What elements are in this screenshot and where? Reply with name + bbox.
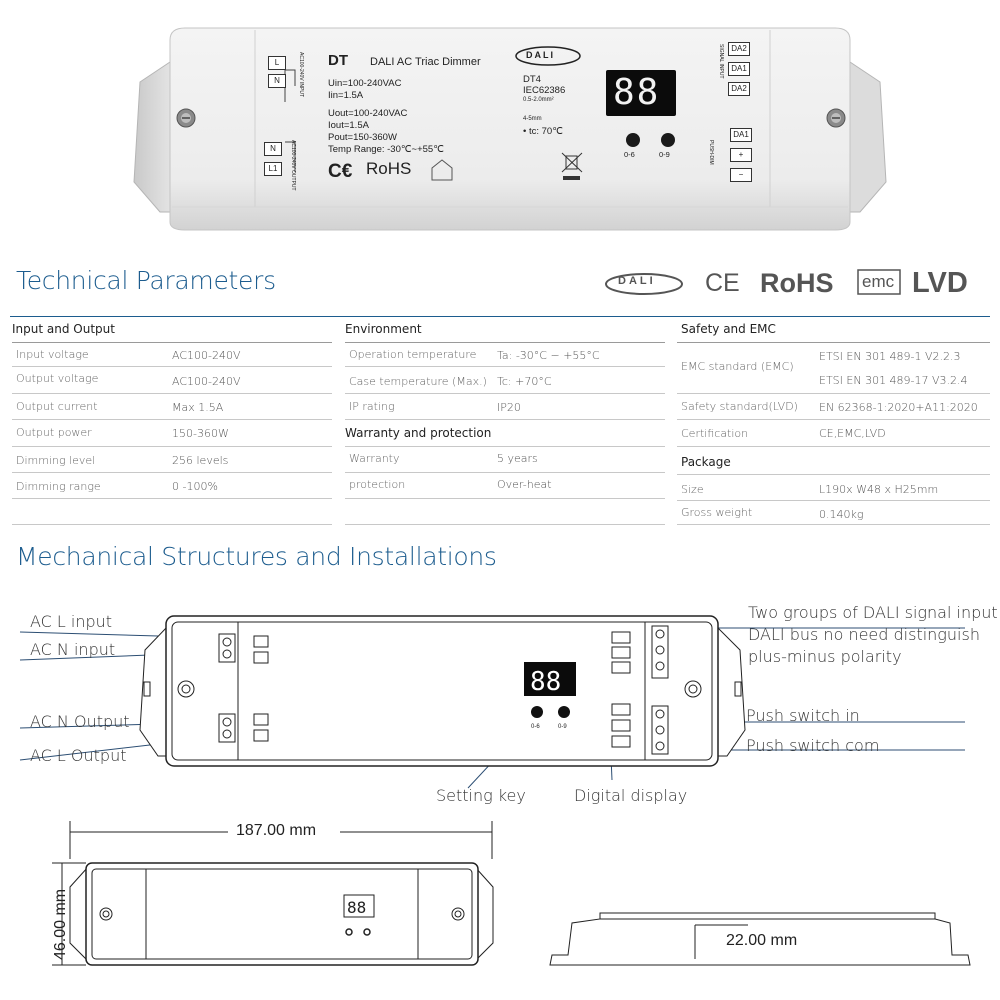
row-label: Output voltage <box>16 372 99 385</box>
terminal-label: L1 <box>264 162 282 176</box>
tc-rating: • tc: 70℃ <box>523 126 563 137</box>
row-label: Operation temperature <box>349 348 477 361</box>
ce-logo: CE <box>705 269 740 297</box>
row-label: Output current <box>16 400 98 413</box>
row-label: Dimming range <box>16 480 101 493</box>
callout-signal-note: Two groups of DALI signal input DALI bus no need distinguish plus-minus polarity <box>748 603 998 666</box>
svg-text:0-9: 0-9 <box>558 724 567 730</box>
callout-push-switch-in: Push switch in <box>746 706 860 725</box>
row-value: Max 1.5A <box>172 401 224 414</box>
dimension-width: 46.00 mm <box>52 888 69 960</box>
callout-ac-l-input: AC L input <box>30 612 113 631</box>
svg-text:88: 88 <box>530 667 562 697</box>
input-caption: AC100-240V INPUT <box>298 52 304 98</box>
terminal-label: − <box>730 168 752 182</box>
screw-icon <box>827 109 845 127</box>
callout-ac-n-output: AC N Output <box>30 712 130 731</box>
row-value: L190x W48 x H25mm <box>819 483 939 496</box>
row-label: Warranty <box>349 452 400 465</box>
svg-text:0-6: 0-6 <box>531 724 540 730</box>
device-type: DT4 <box>523 74 541 85</box>
terminal-label: DA1 <box>730 128 752 142</box>
row-value: Ta: -30°C ~ +55°C <box>497 349 600 362</box>
dali-logo: DALI <box>618 275 656 287</box>
row-value: CE,EMC,LVD <box>819 427 886 440</box>
key-label: 0-6 <box>624 150 635 159</box>
product-name: DALI AC Triac Dimmer <box>370 56 481 68</box>
row-value: 0 -100% <box>172 480 218 493</box>
row-label: protection <box>349 478 406 491</box>
product-specs: Uin=100-240VAC Iin=1.5A Uout=100-240VAC Iout=1.5A Pout=150-360W Temp Range: -30℃~+55℃ <box>328 78 444 155</box>
wire-gauge: 0.5-2.0mm² <box>523 97 554 103</box>
row-label: Size <box>681 483 704 496</box>
terminal-label: DA1 <box>728 62 750 76</box>
row-value: EN 62368-1:2020+A11:2020 <box>819 401 978 414</box>
terminal-label: + <box>730 148 752 162</box>
dali-logo-text: DALI <box>526 50 555 60</box>
header-rule <box>10 316 990 317</box>
dimension-drawings <box>0 815 1000 1000</box>
table-header: Input and Output <box>12 322 115 336</box>
key-label: 0-9 <box>659 150 670 159</box>
push-caption: PUSH-DIM <box>708 140 714 165</box>
row-value: AC100-240V <box>172 375 241 388</box>
product-model: DT <box>328 52 348 69</box>
technical-parameters-title: Technical Parameters <box>16 266 276 295</box>
row-label: Case temperature (Max.) <box>349 375 487 388</box>
terminal-label: DA2 <box>728 82 750 96</box>
digital-display: 88 <box>613 72 661 113</box>
row-label: Safety standard(LVD) <box>681 400 798 413</box>
svg-text:C€: C€ <box>328 161 353 182</box>
row-label: Dimming level <box>16 454 96 467</box>
callout-ac-n-input: AC N input <box>30 640 116 659</box>
row-label: Gross weight <box>681 506 753 519</box>
signal-caption: SIGNAL INPUT <box>718 44 724 79</box>
screw-icon <box>177 109 195 127</box>
standard: IEC62386 <box>523 85 566 96</box>
row-value: 256 levels <box>172 454 229 467</box>
table-header: Package <box>681 455 731 469</box>
row-value: AC100-240V <box>172 349 241 362</box>
callout-digital-display: Digital display <box>574 786 688 805</box>
row-label: IP rating <box>349 400 395 413</box>
row-value: Tc: +70°C <box>497 375 552 388</box>
product-photo <box>130 22 890 232</box>
callout-ac-l-output: AC L Output <box>30 746 127 765</box>
output-caption: AC100-240V OUTPUT <box>290 140 296 191</box>
safety-table <box>677 318 990 528</box>
row-value: 5 years <box>497 452 538 465</box>
row-value: Over-heat <box>497 478 552 491</box>
terminal-label: N <box>264 142 282 156</box>
strip-length: 4-5mm <box>523 116 542 122</box>
row-label: Input voltage <box>16 348 89 361</box>
row-value: 150-360W <box>172 427 229 440</box>
table-header: Safety and EMC <box>681 322 776 336</box>
table-header: Environment <box>345 322 422 336</box>
callout-push-switch-com: Push switch com <box>746 736 880 755</box>
row-value: IP20 <box>497 401 521 414</box>
environment-table <box>345 318 665 528</box>
row-value: 0.140kg <box>819 508 864 521</box>
row-value: ETSI EN 301 489-17 V3.2.4 <box>819 374 968 387</box>
lvd-logo: LVD <box>912 267 968 299</box>
row-label: Output power <box>16 426 92 439</box>
table-header: Warranty and protection <box>345 426 492 440</box>
svg-text:88: 88 <box>347 898 367 917</box>
terminal-label: L <box>268 56 286 70</box>
row-value: ETSI EN 301 489-1 V2.2.3 <box>819 350 961 363</box>
callout-setting-key: Setting key <box>436 786 526 805</box>
dimension-length: 187.00 mm <box>236 822 317 839</box>
terminal-label: N <box>268 74 286 88</box>
terminal-label: DA2 <box>728 42 750 56</box>
row-label: EMC standard (EMC) <box>681 360 794 373</box>
dimension-height: 22.00 mm <box>726 932 798 949</box>
row-label: Certification <box>681 427 749 440</box>
rohs-mark: RoHS <box>366 159 412 178</box>
certification-logos <box>600 266 985 304</box>
input-output-table <box>12 318 332 528</box>
rohs-logo: RoHS <box>760 268 834 298</box>
mechanical-title: Mechanical Structures and Installations <box>16 542 497 571</box>
emc-logo: emc <box>862 272 895 291</box>
